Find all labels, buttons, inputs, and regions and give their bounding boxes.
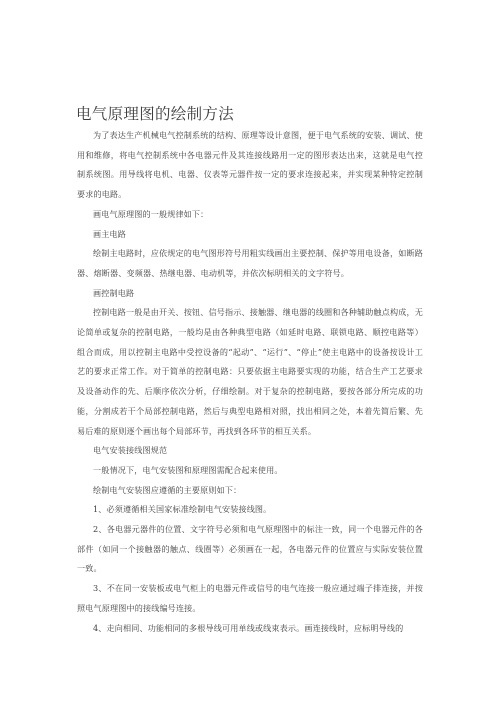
paragraph-wiring-principles: 绘制电气安装图应遵循的主要原则如下：	[93, 484, 242, 495]
paragraph-main-circuit: 绘制主电路时，应依规定的电气图形符号用粗实线画出主要控制、保护等用电设备，如断路器、熔断器、变频器、热继电器、电动机等，并依次标明相关的文字符号。	[77, 248, 423, 278]
paragraph-principle-1: 1、必须遵循相关国家标准绘制电气安装接线图。	[93, 504, 272, 515]
paragraph-principle-3: 3、不在同一安装板或电气柜上的电器元件或信号的电气连接一般应通过端子排连接，并按照电气原理图中的接线编号连接。	[77, 583, 423, 613]
paragraph-main-circuit-heading: 画主电路	[93, 228, 126, 239]
paragraph-rules-heading: 画电气原理图的一般规律如下：	[93, 208, 209, 219]
document-title: 电气原理图的绘制方法	[76, 105, 235, 123]
paragraph-wiring-general: 一般情况下，电气安装图和原理图需配合起来使用。	[93, 464, 283, 475]
paragraph-intro: 为了表达生产机械电气控制系统的结构、原理等设计意图，便于电气系统的安装、调试、使用和维修，将电气控制系统中各电器元件及其连接线路用一定的图形表达出来，这就是电气控制系统图。用导线将电机、电器、仪表等元器件按一定的要求连接起来，并实现某种特定控制要求的电路。	[77, 130, 423, 200]
paragraph-principle-4: 4、走向相同、功能相同的多根导线可用单线或线束表示。画连接线时，应标明导线的	[93, 622, 404, 633]
paragraph-control-circuit-heading: 画控制电路	[93, 287, 135, 298]
paragraph-principle-2: 2、各电器元器件的位置、文字符号必须和电气原理图中的标注一致，同一个电器元件的各部件（如同一个接触器的触点、线圈等）必须画在一起，各电器元件的位置应与实际安装位置一致。	[77, 524, 423, 574]
document-body	[77, 126, 423, 638]
paragraph-wiring-heading: 电气安装接线图规范	[93, 445, 168, 456]
paragraph-control-circuit: 控制电路一般是由开关、按钮、信号指示、接触器、继电器的线圈和各种辅助触点构成，无论简单或复杂的控制电路，一般均是由各种典型电路（如延时电路、联锁电路、顺控电路等）组合而成，用以控制主电路中受控设备的“起动”、“运行”、“停止”使主电路中的设备按设计工艺的要求正常工作。对于简单的控制电路：只要依据主电路要实现的功能，结合生产工艺要求及设备动作的先、后顺序依次分析，仔细绘制。对于复杂的控制电路，要按各部分所完成的功能，分割成若干个局部控制电路，然后与典型电路相对照，找出相同之处，本着先简后繁、先易后难的原则逐个画出每个局部环节，再找到各环节的相互关系。	[77, 307, 423, 436]
